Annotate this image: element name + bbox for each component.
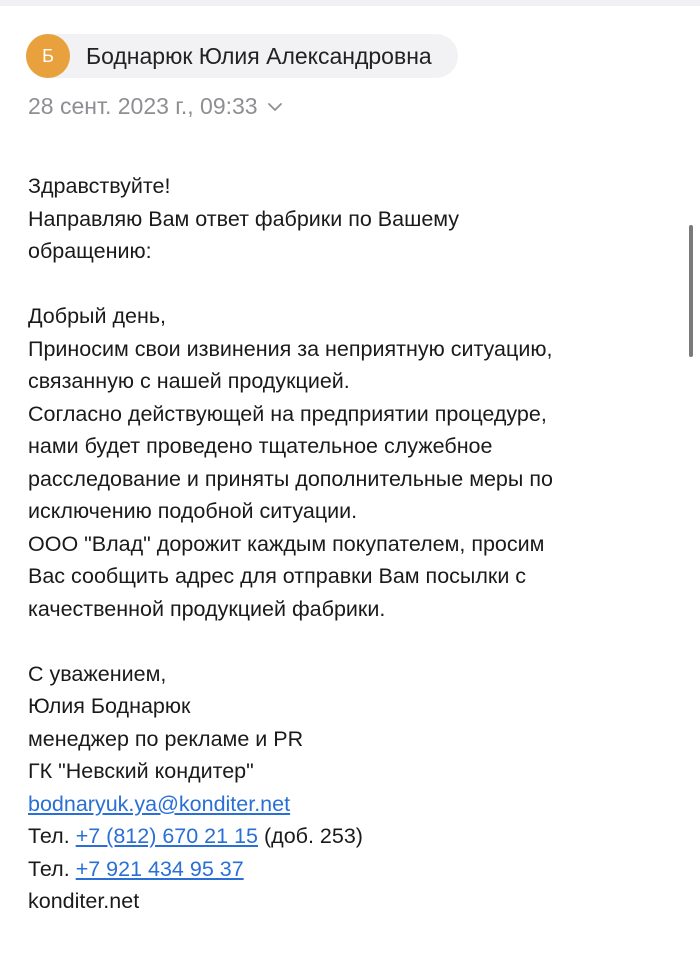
message-date: 28 сент. 2023 г., 09:33 xyxy=(28,93,258,119)
greeting: Здравствуйте! xyxy=(28,174,171,198)
factory-reply-line: Приносим свои извинения за неприятную ситуацию, xyxy=(28,336,553,361)
signature-regards: С уважением, xyxy=(28,661,167,686)
scrollbar[interactable] xyxy=(689,225,693,357)
signature-website: konditer.net xyxy=(28,889,140,913)
sender-chip[interactable] xyxy=(26,34,458,78)
signature-name: Юлия Боднарюк xyxy=(28,694,191,718)
message-body xyxy=(28,170,678,918)
signature-company: ГК "Невский кондитер" xyxy=(28,759,254,783)
signature-position: менеджер по рекламе и PR xyxy=(28,726,304,751)
sender-avatar: Б xyxy=(26,34,70,78)
phone-label: Тел. xyxy=(28,856,70,881)
signature-phone-line xyxy=(28,820,678,853)
phone-extension: (доб. 253) xyxy=(263,824,363,848)
chevron-down-icon xyxy=(267,99,283,115)
factory-reply-line: Вас сообщить адрес для отправки Вам посылки с xyxy=(28,564,527,588)
phone-link-2[interactable]: +7 921 434 95 37 xyxy=(75,856,244,881)
sender-name: Боднарюк Юлия Александровна xyxy=(86,42,432,69)
top-strip xyxy=(0,0,700,6)
message-date-toggle[interactable] xyxy=(28,93,283,120)
intro-line: Направляю Вам ответ фабрики по Вашему xyxy=(28,206,460,231)
factory-reply-line: ООО "Влад" дорожит каждым покупателем, просим xyxy=(28,531,545,556)
factory-reply-line: качественной продукцией фабрики. xyxy=(28,596,386,621)
signature-email-line xyxy=(28,788,678,821)
factory-reply-line: нами будет проведено тщательное служебное xyxy=(28,434,493,458)
factory-reply-line: связанную с нашей продукцией. xyxy=(28,369,350,393)
spacer xyxy=(28,625,678,658)
email-link[interactable]: bodnaryuk.ya@konditer.net xyxy=(28,791,291,816)
factory-reply-line: Добрый день, xyxy=(28,304,167,328)
spacer xyxy=(28,268,678,301)
phone-label: Тел. xyxy=(28,824,70,848)
factory-reply-line: исключению подобной ситуации. xyxy=(28,499,358,523)
intro-line: обращению: xyxy=(28,239,152,263)
phone-link-1[interactable]: +7 (812) 670 21 15 xyxy=(75,824,258,848)
factory-reply-line: расследование и приняты дополнительные меры по xyxy=(28,466,553,491)
signature-phone-line xyxy=(28,853,678,886)
factory-reply-line: Согласно действующей на предприятии процедуре, xyxy=(28,401,547,426)
